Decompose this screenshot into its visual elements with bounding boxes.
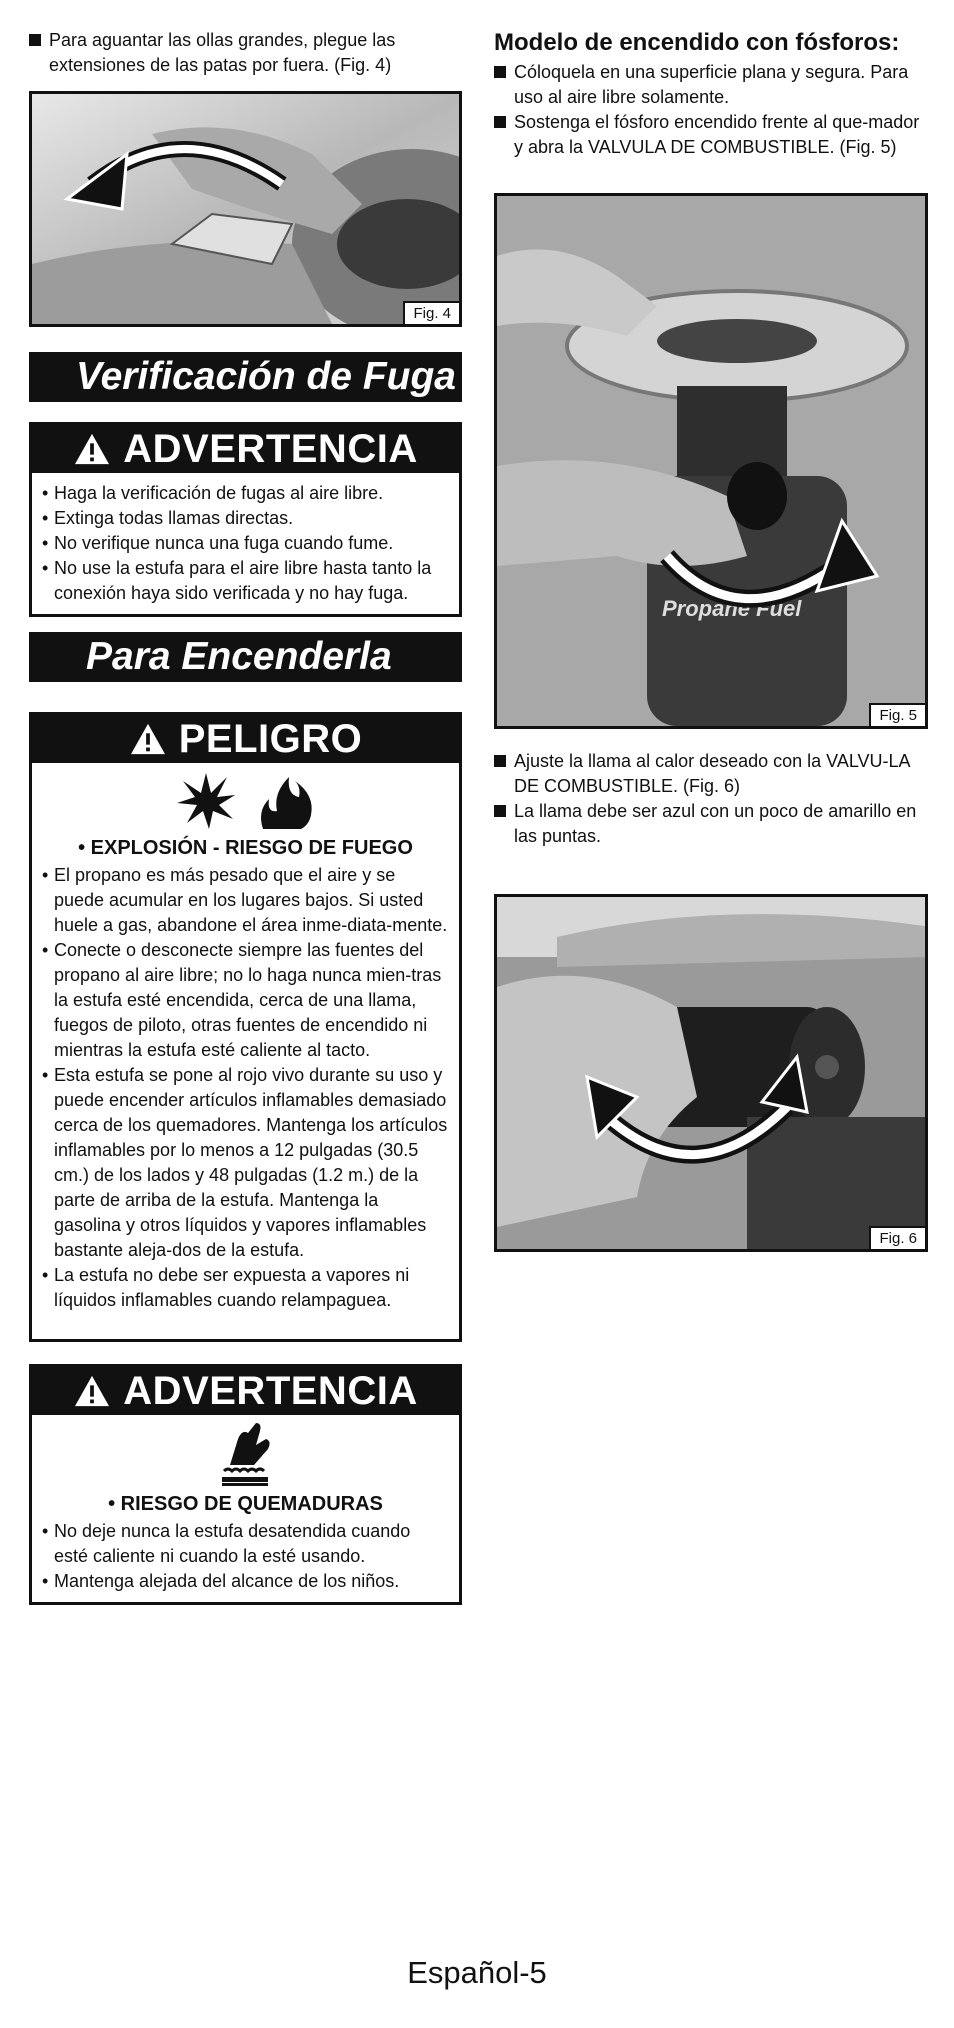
adjust-valve-photo — [497, 897, 928, 1249]
instruction-item: Sostenga el fósforo encendido frente al que-mador y abra la VALVULA DE COMBUSTIBLE. (Fig. 5) — [494, 110, 928, 160]
hazard-title: • RIESGO DE QUEMADURAS — [108, 1493, 383, 1515]
burn-body — [32, 1415, 459, 1602]
list-item: • Haga la verificación de fugas al aire libre. — [42, 483, 384, 503]
hazard-icons — [42, 1419, 449, 1489]
lighting-title: Para Encenderla — [29, 632, 462, 682]
square-bullet-icon — [494, 755, 506, 767]
warning-header — [32, 1367, 459, 1415]
figure-5 — [494, 193, 928, 729]
hazard-icons — [42, 769, 449, 833]
warning-title: ADVERTENCIA — [123, 427, 418, 471]
list-item: • Esta estufa se pone al rojo vivo durante su uso y puede encender artículos inflamables demasiado cerca de los quemadores. Mantenga los artículos inflamables por lo menos a 12 pulgadas (30.5 cm.) de los lados y 48 pulgadas (1.2 m.) de la parte de arriba de la estufa. Mantenga la gasolina y otros líquidos y vapores inflamables bastante aleja-dos de la estufa. — [42, 1065, 448, 1260]
left-column — [29, 28, 462, 1605]
warning-box-leak — [29, 422, 462, 617]
canister-label: Propane Fuel — [662, 596, 802, 621]
burn-hand-icon — [216, 1421, 276, 1487]
danger-title: PELIGRO — [178, 717, 363, 761]
match-lighting-title: Modelo de encendido con fósforos: — [494, 29, 900, 56]
warning-title: ADVERTENCIA — [123, 1369, 418, 1413]
fig-4-label: Fig. 4 — [403, 301, 459, 324]
warning-triangle-icon — [129, 722, 167, 756]
fig-6-label: Fig. 6 — [869, 1226, 925, 1249]
leg-extension-photo — [32, 94, 462, 324]
warning-header — [32, 425, 459, 473]
figure-4 — [29, 91, 462, 327]
warning-box-burn — [29, 1364, 462, 1605]
lighting-stove-photo — [497, 196, 928, 726]
fire-icon — [255, 771, 317, 831]
list-item: • No use la estufa para el aire libre hasta tanto la conexión haya sido verificada y no hay fuga. — [42, 558, 432, 603]
instruction-item: La llama debe ser azul con un poco de amarillo en las puntas. — [494, 799, 928, 849]
page-number: Español-5 — [407, 1955, 547, 1990]
danger-box — [29, 712, 462, 1342]
figure-6 — [494, 894, 928, 1252]
list-item: • Extinga todas llamas directas. — [42, 508, 294, 528]
list-item: • No verifique nunca una fuga cuando fume. — [42, 533, 394, 553]
hazard-title: • EXPLOSIÓN - RIESGO DE FUEGO — [78, 837, 413, 859]
intro-text: Para aguantar las ollas grandes, plegue las extensiones de las patas por fuera. (Fig. 4) — [49, 30, 396, 75]
danger-header — [32, 715, 459, 763]
instruction-item: Ajuste la llama al calor deseado con la VALVU-LA DE COMBUSTIBLE. (Fig. 6) — [494, 749, 928, 799]
fig-5-label: Fig. 5 — [869, 703, 925, 726]
square-bullet-icon — [494, 805, 506, 817]
danger-body — [32, 763, 459, 1339]
warning-triangle-icon — [73, 432, 111, 466]
square-bullet-icon — [494, 66, 506, 78]
square-bullet-icon — [29, 34, 41, 46]
list-item: • Mantenga alejada del alcance de los niños. — [42, 1571, 400, 1591]
instruction-item: Cóloquela en una superficie plana y segura. Para uso al aire libre solamente. — [494, 60, 928, 110]
list-item: • El propano es más pesado que el aire y se puede acumular en los lugares bajos. Si usted huele a gas, abandone el área inme-diata-mente. — [42, 865, 448, 935]
leak-check-title: Verificación de Fuga — [29, 352, 462, 402]
list-item: • No deje nunca la estufa desatendida cuando esté caliente ni cuando la esté usando. — [42, 1521, 411, 1566]
warning-triangle-icon — [73, 1374, 111, 1408]
explosion-icon — [175, 771, 237, 831]
warning-list — [32, 473, 459, 614]
right-column — [494, 28, 928, 1252]
square-bullet-icon — [494, 116, 506, 128]
intro-instruction — [29, 28, 462, 78]
list-item: • Conecte o desconecte siempre las fuentes del propano al aire libre; no lo haga nunca mien-tras la estufa esté encendida, cerca de una llama, fuegos de piloto, otras fuentes de encendido ni mientras la estufa esté caliente al tacto. — [42, 940, 442, 1060]
list-item: • La estufa no debe ser expuesta a vapores ni líquidos inflamables cuando relampaguea. — [42, 1265, 410, 1310]
